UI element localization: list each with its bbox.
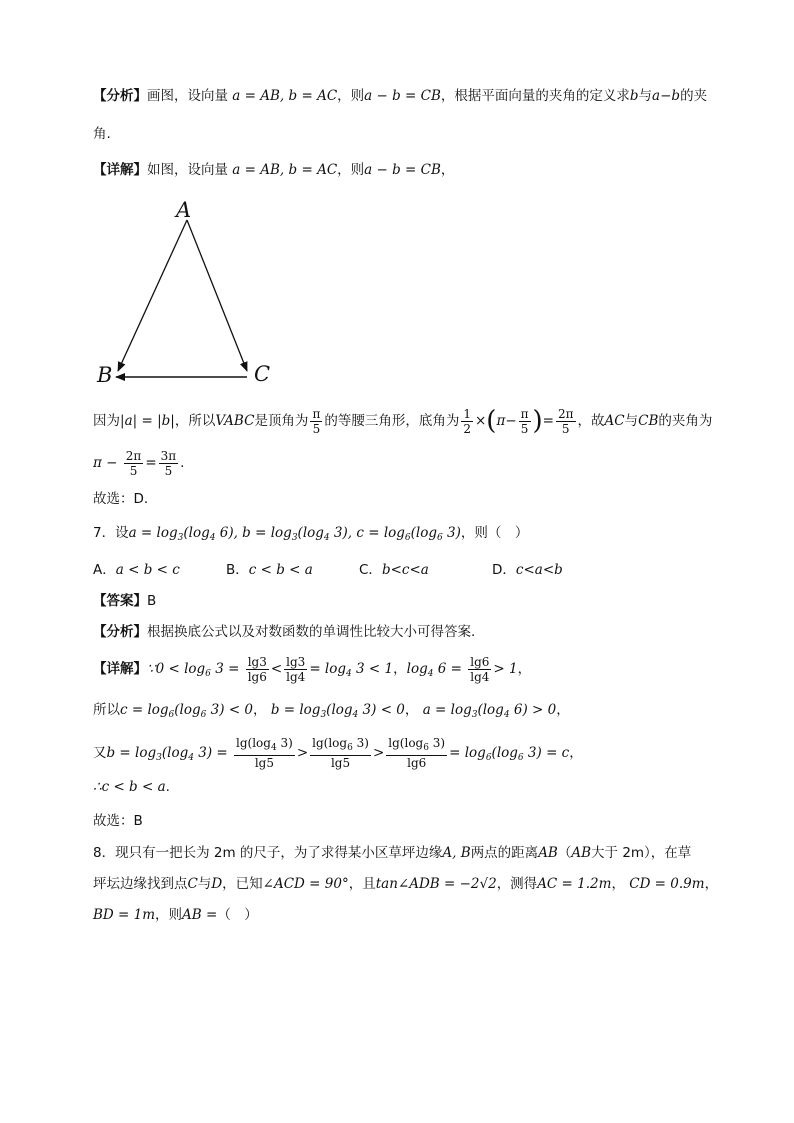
vector-amb-short: a−b	[652, 88, 681, 104]
vector-b: b	[629, 88, 639, 104]
vector-ab-arrow	[118, 220, 187, 371]
text: 与	[624, 413, 639, 429]
option-a[interactable]: A．a < b < c	[93, 562, 180, 578]
text: 画图，设向量	[147, 88, 228, 104]
vector-a-minus-b: a − b = CB	[364, 88, 441, 104]
vertex-label-b: B	[97, 363, 113, 387]
text: 如图，设向量	[147, 162, 228, 178]
text: 因为	[93, 413, 120, 429]
text: ，则	[337, 88, 365, 104]
analysis-text: 根据换底公式以及对数函数的单调性比较大小可得答案.	[147, 624, 476, 640]
text: 的等腰三角形，底角为	[324, 413, 460, 429]
text: ，则	[337, 162, 365, 178]
text: ，故	[577, 413, 605, 429]
vector-cb: CB	[638, 413, 659, 429]
fraction-2pi-over-5: $\frac{2\pi}{5}$	[125, 448, 142, 478]
fraction-3pi-over-5: $\frac{3\pi}{5}$	[160, 448, 177, 478]
option-b[interactable]: B．c < b < a	[226, 562, 313, 578]
detail-line-3: π − $\frac{2\pi}{5}$ = $\frac{3\pi}{5}$ .	[93, 448, 185, 478]
vector-a-eq-ab: a = AB, b = AC	[232, 88, 338, 104]
vertex-label-c: C	[254, 362, 271, 386]
text: ，所以	[174, 413, 216, 429]
option-c[interactable]: C．b<c<a	[359, 562, 429, 578]
vector-a-minus-b: a − b = CB	[364, 162, 441, 178]
text: 的夹角为	[658, 413, 713, 429]
q7-detail-1: 【详解】∵0 < $\log_6 3$ = $\frac{\lg 3}{\lg 6}$ < $\frac{\lg 3}{\lg 4}$ = $\log_4 3 < 1$，$\log_4 6$ = $\frac{\lg 6}{\lg 4}$ > 1，	[93, 654, 532, 684]
answer-value: B	[147, 593, 157, 609]
vector-a-eq-ab: a = AB, b = AC	[232, 162, 338, 178]
triangle-abc: VABC	[215, 413, 255, 429]
q7-options	[93, 560, 625, 580]
abs-a-eq-abs-b: |a| = |b|	[120, 413, 175, 429]
fraction-1-over-2: $\frac{1}{2}$	[463, 406, 471, 436]
text: 7．设	[93, 525, 129, 541]
q7-analysis	[93, 622, 475, 642]
vector-ac: AC	[604, 413, 625, 429]
fraction-pi-over-5: $\frac{\pi}{5}$	[520, 406, 529, 436]
option-d[interactable]: D．c<a<b	[492, 562, 563, 578]
analysis-line-2: 角.	[93, 126, 111, 142]
text: ，则（ ）	[460, 525, 529, 541]
answer-tag: 【答案】	[93, 593, 147, 609]
text: ，	[440, 162, 455, 178]
detail-tag: 【详解】	[93, 162, 147, 178]
text: ，根据平面向量的夹角的定义求	[440, 88, 630, 104]
analysis-tag: 【分析】	[93, 88, 147, 104]
vector-ac-arrow	[187, 220, 247, 371]
detail-tag: 【详解】	[93, 661, 147, 677]
q8-line-1: 8．现只有一把长为 2m 的尺子，为了求得某小区草坪边缘A, B两点的距离AB（AB大于 2m），在草	[93, 845, 692, 861]
q7-stem	[93, 523, 528, 548]
detail-line-2: 因为|a| = |b|，所以VABC是顶角为 $\frac{\pi}{5}$ 的等腰三角形，底角为 $\frac{1}{2}$ ×(π− $\frac{\pi}{5}$ )= $\frac{2\pi}{5}$ ，故AC与CB的夹角为	[93, 406, 713, 436]
choose-d: 故选：D.	[93, 491, 149, 507]
q7-detail-3: 又$b = \log_3(\log_4$ 3) = $\frac{\lg(\log_4 3)}{\lg 5}$ > $\frac{\lg(\log_6 3)}{\lg 5}$ > $\frac{\lg(\log_6 3)}{\lg 6}$ = $\log_6(\log_6$ 3) = c，	[93, 736, 583, 770]
fraction-2pi-over-5: $\frac{2\pi}{5}$	[557, 406, 574, 436]
q7-detail-2: 所以$c = \log_6(\log_6$ 3) < 0， $b = \log_3(\log_4$ 3) < 0， $a = \log_3(\log_4$ 6) > 0，	[93, 702, 570, 720]
analysis-tag: 【分析】	[93, 624, 147, 640]
q8-line-2: 坪坛边缘找到点C与D，已知∠ACD = 90°，且tan∠ADB = −2√2，测得AC = 1.2m， CD = 0.9m，	[93, 876, 719, 892]
q7-choose: 故选：B	[93, 813, 143, 829]
q7-detail-4: ∴c < b < a.	[93, 779, 170, 795]
text: 的夹	[680, 88, 708, 104]
q8-line-3: BD = 1m，则AB =（ ）	[93, 907, 258, 923]
q7-answer	[93, 591, 156, 611]
vertex-label-a: A	[176, 198, 192, 222]
fraction-pi-over-5: $\frac{\pi}{5}$	[312, 406, 321, 436]
q7-definitions: $a = \log_3(\log_4$ 6), $b = \log_3(\log_4$ 3), $c = \log_6(\log_6$ 3)	[128, 525, 461, 543]
text: 是顶角为	[254, 413, 309, 429]
text: 与	[638, 88, 653, 104]
